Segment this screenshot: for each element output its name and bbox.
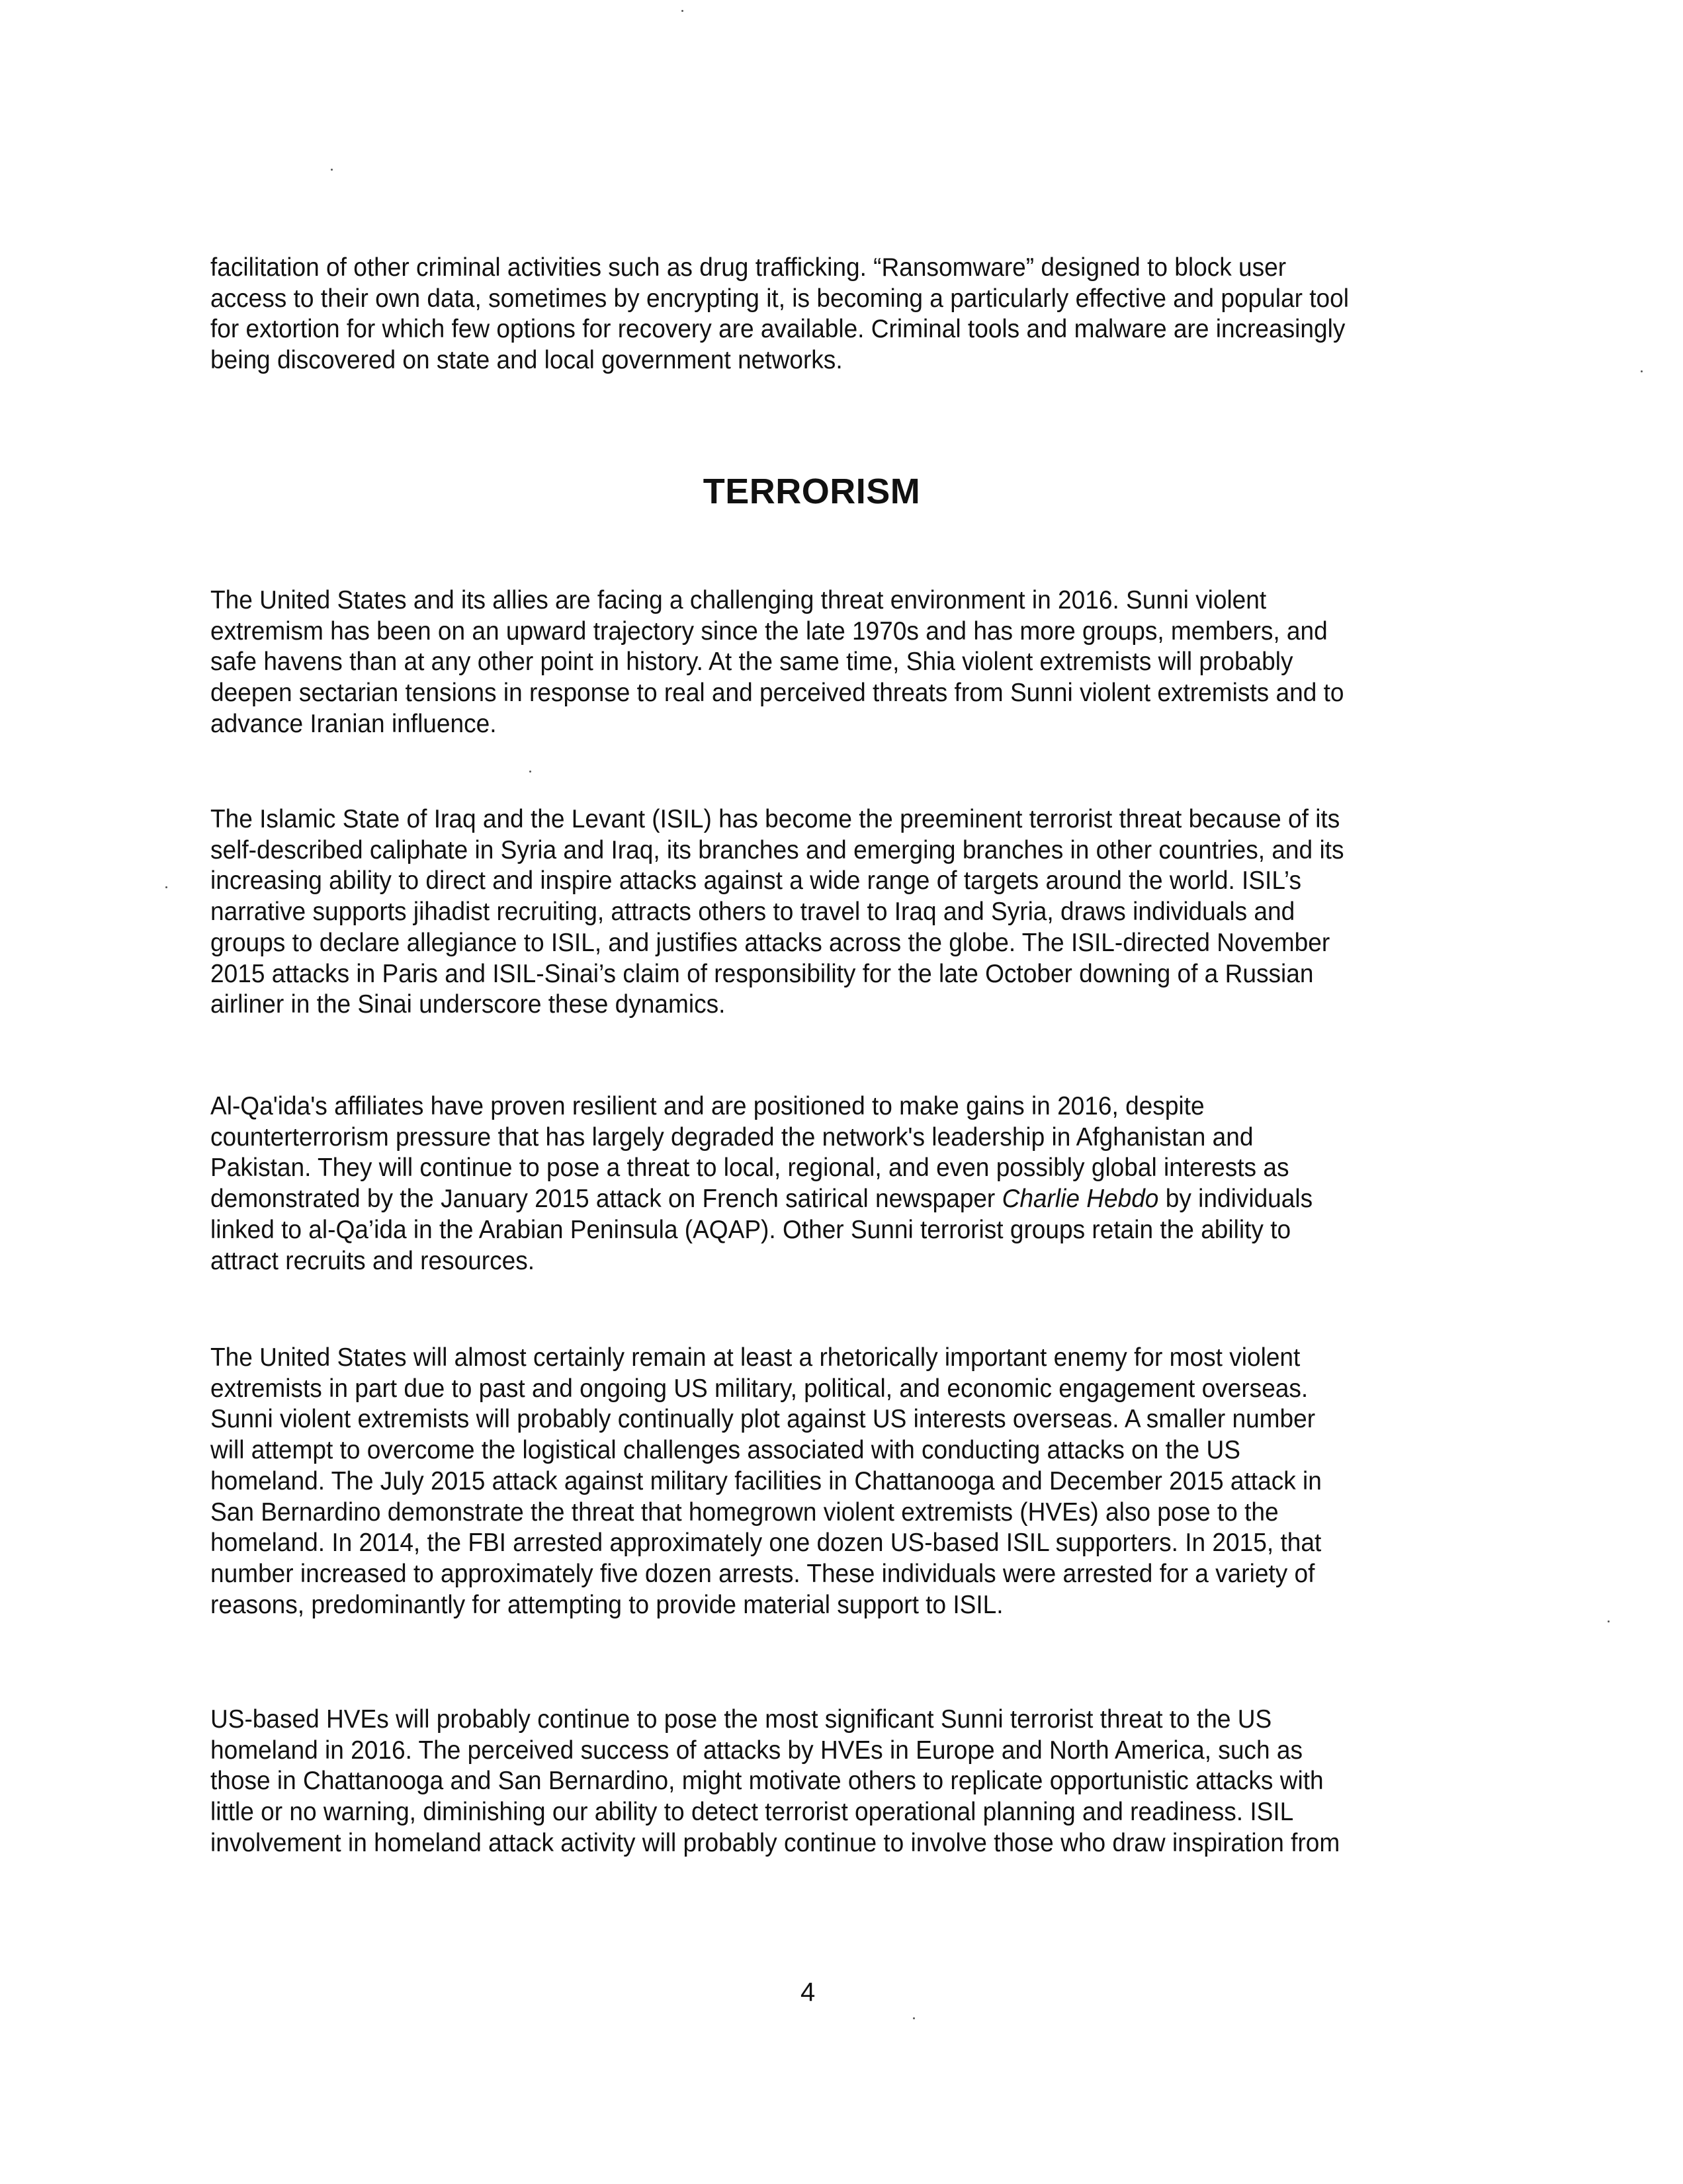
scan-speck — [681, 10, 683, 12]
text-line: The Islamic State of Iraq and the Levant (ISIL) has become the preeminent terrorist threat because of its — [210, 805, 1340, 833]
paragraph — [210, 253, 1409, 376]
text-line: attract recruits and resources. — [210, 1246, 535, 1275]
text-line: deepen sectarian tensions in response to real and perceived threats from Sunni violent extremists and to — [210, 679, 1344, 708]
paragraph — [210, 1091, 1371, 1277]
text-line: counterterrorism pressure that has largely degraded the network's leadership in Afghanistan and — [210, 1122, 1254, 1152]
text-line: narrative supports jihadist recruiting, attracts others to travel to Iraq and Syria, draws individuals and — [210, 898, 1295, 927]
scan-speck — [331, 169, 333, 171]
text-line: 2015 attacks in Paris and ISIL-Sinai’s claim of responsibility for the late October downing of a Russian — [210, 959, 1314, 988]
text-line: reasons, predominantly for attempting to provide material support to ISIL. — [210, 1590, 1004, 1619]
text-line: self-described caliphate in Syria and Iraq, its branches and emerging branches in other countries, and its — [210, 835, 1344, 864]
text-line: homeland. The July 2015 attack against military facilities in Chattanooga and December 2015 attack in — [210, 1466, 1322, 1495]
italic-title: Charlie Hebdo — [1002, 1185, 1159, 1214]
text-line: groups to declare allegiance to ISIL, and justifies attacks across the globe. The ISIL-directed November — [210, 928, 1330, 957]
text-line: advance Iranian influence. — [210, 709, 497, 738]
text-segment: demonstrated by the January 2015 attack on French satirical newspaper — [210, 1185, 1002, 1214]
scan-speck — [1641, 370, 1643, 372]
text-line: number increased to approximately five dozen arrests. These individuals were arrested for a variety of — [210, 1559, 1315, 1588]
text-line: airliner in the Sinai underscore these dynamics. — [210, 990, 726, 1019]
text-line: San Bernardino demonstrate the threat that homegrown violent extremists (HVEs) also pose to the — [210, 1497, 1279, 1527]
text-line: extremists in part due to past and ongoing US military, political, and economic engagement overseas. — [210, 1374, 1309, 1403]
text-line: those in Chattanooga and San Bernardino, might motivate others to replicate opportunistic attacks with — [210, 1767, 1324, 1796]
text-line: Sunni violent extremists will probably continually plot against US interests overseas. A smaller number — [210, 1405, 1316, 1434]
text-line: Pakistan. They will continue to pose a threat to local, regional, and even possibly global interests as — [210, 1154, 1289, 1183]
paragraph — [210, 1343, 1380, 1620]
text-line: will attempt to overcome the logistical challenges associated with conducting attacks on the US — [210, 1436, 1240, 1465]
text-segment: by individuals — [1158, 1185, 1313, 1214]
text-line: The United States and its allies are facing a challenging threat environment in 2016. Sunni violent — [210, 586, 1267, 614]
paragraph — [210, 804, 1404, 1021]
text-line: linked to al-Qa’ida in the Arabian Peninsula (AQAP). Other Sunni terrorist groups retain the ability to — [210, 1215, 1291, 1244]
text-line: involvement in homeland attack activity will probably continue to involve those who draw inspiration from — [210, 1828, 1340, 1857]
text-line — [210, 1184, 1313, 1215]
text-line: little or no warning, diminishing our ability to detect terrorist operational planning and readiness. ISIL — [210, 1798, 1294, 1827]
text-line: facilitation of other criminal activities such as drug trafficking. “Ransomware” designed to block user — [210, 253, 1287, 282]
scan-speck — [913, 2017, 915, 2019]
text-line: The United States will almost certainly remain at least a rhetorically important enemy for most violent — [210, 1343, 1301, 1372]
text-line: being discovered on state and local government networks. — [210, 346, 843, 375]
page-number: 4 — [800, 1978, 816, 2007]
text-line: access to their own data, sometimes by encrypting it, is becoming a particularly effective and popular tool — [210, 284, 1349, 313]
text-line: safe havens than at any other point in history. At the same time, Shia violent extremists will probably — [210, 648, 1293, 677]
text-line: extremism has been on an upward trajectory since the late 1970s and has more groups, members, and — [210, 616, 1328, 646]
scan-speck — [529, 771, 531, 773]
scan-speck — [1608, 1620, 1610, 1622]
scan-speck — [165, 886, 167, 888]
text-line: Al-Qa'ida's affiliates have proven resilient and are positioned to make gains in 2016, despite — [210, 1092, 1205, 1120]
text-line: homeland. In 2014, the FBI arrested approximately one dozen US-based ISIL supporters. In 2015, that — [210, 1529, 1322, 1558]
text-line: increasing ability to direct and inspire attacks against a wide range of targets around the world. ISIL’s — [210, 866, 1301, 896]
section-heading: TERRORISM — [703, 472, 921, 511]
text-line: for extortion for which few options for recovery are available. Criminal tools and malware are increasingly — [210, 315, 1346, 344]
text-line: US-based HVEs will probably continue to pose the most significant Sunni terrorist threat to the US — [210, 1705, 1272, 1734]
paragraph — [210, 1704, 1399, 1859]
text-line: homeland in 2016. The perceived success of attacks by HVEs in Europe and North America, such as — [210, 1736, 1303, 1765]
paragraph — [210, 585, 1404, 740]
